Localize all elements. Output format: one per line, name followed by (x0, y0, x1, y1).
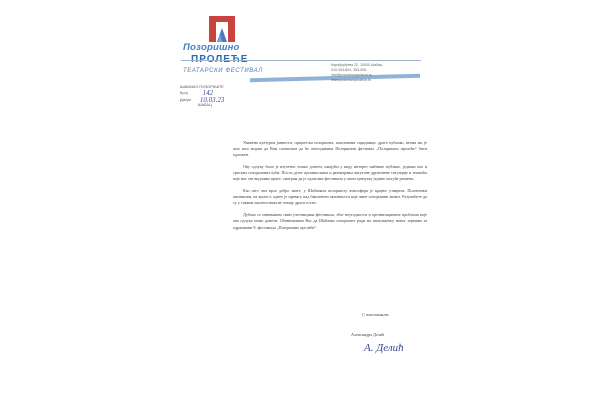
paragraph-3: Као што сви врло добро знате, у Шабачком позоришту атмосфера је крајње узаврела. Политички активизам, на жалост, однео је превагу над бављењем активности које чине позоришни живот. Разумећете да су у таквом околностима не чекају драги гости. (233, 188, 427, 206)
logo-title-line1: Позоришно (183, 42, 240, 53)
stamp-number-value: 142 (202, 89, 214, 98)
contact-block (331, 63, 421, 83)
paragraph-1: Уважена културна јавности, пријатељи позоришта, поштовани сарадници, драга публико, веома ми је жао што морам да Вам саопштим да ће овогодишњи Позоришни фестивал „Позоришно пролеће“ бити одложен. (233, 140, 427, 158)
signer-name: Александра Делић (351, 332, 385, 337)
stamp-place: ШАБАЦ (198, 102, 212, 107)
contact-phone: 015 353-804, 353-806 (331, 68, 367, 72)
logo-title-line2: ПРОЛЕЋЕ (191, 54, 249, 65)
letter-body (233, 140, 427, 237)
stamp-date-value: 10.03.23 (199, 95, 225, 104)
contact-website: www.pozorisnoprolece.rs (331, 78, 371, 82)
theatre-gate-icon (207, 14, 237, 44)
stamp-date-label: Датум (180, 97, 191, 102)
handwritten-signature: А. Делић (364, 342, 404, 354)
contact-email: info@pozorisnoprolece.rs (331, 73, 372, 77)
paragraph-2: Ову одлуку било је изузетно тешко донети, имајући у виду интерес шабачке публике, једнако као и српских позоришних кућа. После дугог промишљања и разматрања актуелне друштвене ситуације и тешкоћа које нас све видљиво прате, сматрам да је одлагање фестивала у овом тренутку једино могуће решење. (233, 164, 427, 182)
registry-stamp (180, 85, 240, 108)
paragraph-4: Дубоко се извињавам свим учесницима фестивала, због неугодности и организационих проблема које ова одлука може донети. Обавештавам Вас да Шабачко позориште ради на изналажењу новог термина за одржавање 9. фестивала „Позоришно пролеће“. (233, 212, 427, 230)
contact-address: Карађорђева 22, 15000 Шабац (331, 63, 383, 67)
closing-salutation: С поштовањем (362, 312, 389, 317)
stamp-number-label: Број (180, 91, 188, 96)
logo-tagline: ТЕАТАРСКИ ФЕСТИВАЛ (183, 68, 263, 74)
stamp-org: ШАБАЧКО ПОЗОРИШТЕ (180, 85, 224, 89)
